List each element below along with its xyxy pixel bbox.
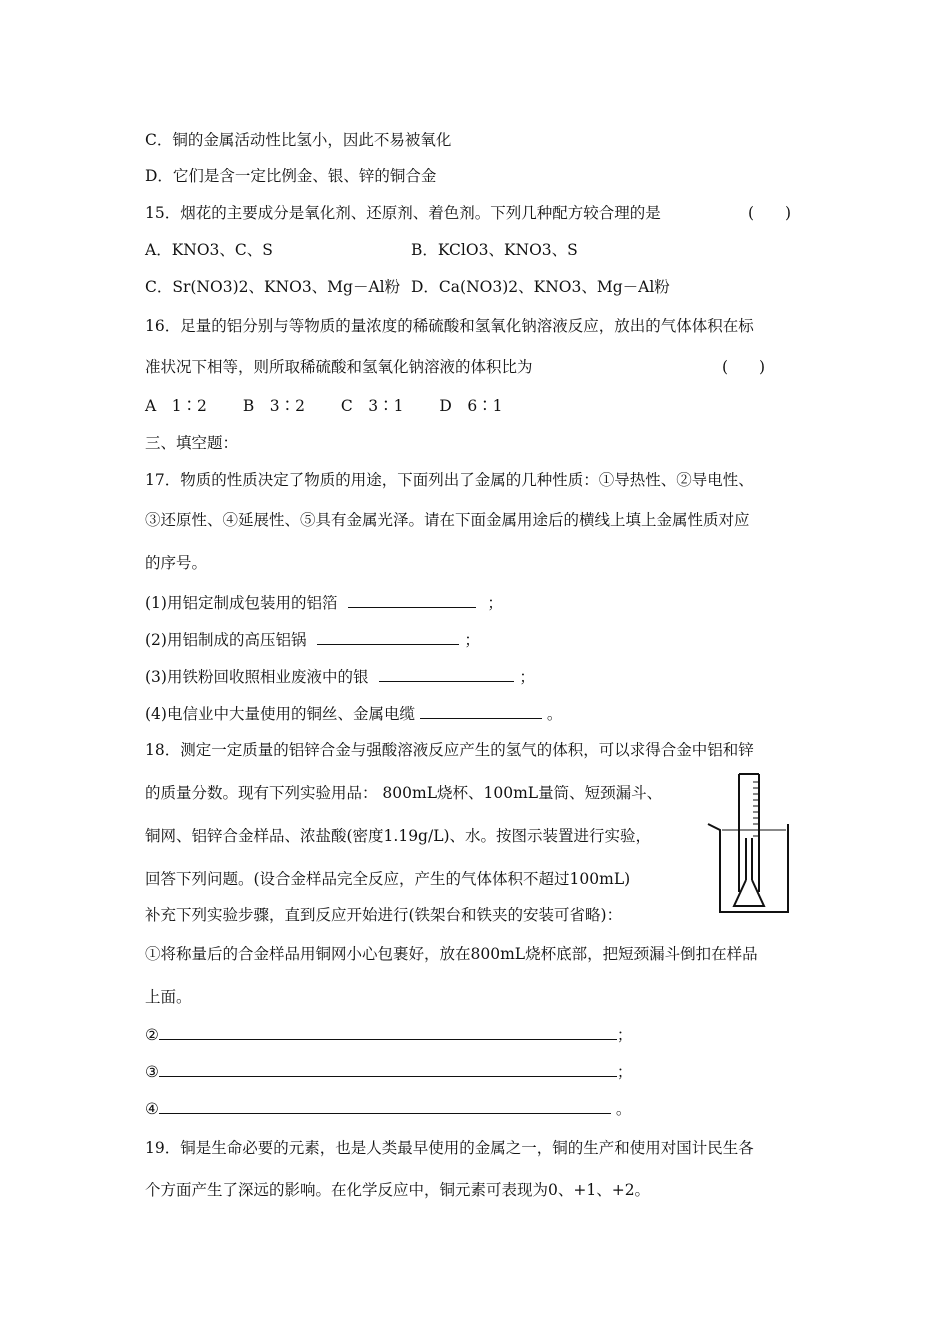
q19-line-1: 19．铜是生命必要的元素，也是人类最早使用的金属之一，铜的生产和使用对国计民生各 (145, 1139, 754, 1157)
q17-item-1: (1)用铝定制成包装用的铝箔 ； (145, 594, 503, 612)
q17-answer-blank-4[interactable] (420, 703, 542, 719)
q18-step-3: ③ ； (145, 1063, 633, 1081)
section-title: 三、填空题： (145, 434, 239, 452)
q18-answer-blank-2[interactable] (159, 1024, 617, 1040)
q18-step-4: ④ 。 (145, 1100, 632, 1118)
q17-item-4-text: (4)电信业中大量使用的铜丝、金属电缆 (145, 705, 415, 723)
q18-step-1a: ①将称量后的合金样品用铜网小心包裹好，放在800mL烧杯底部，把短颈漏斗倒扣在样品 (145, 945, 758, 963)
q18-line-4: 回答下列问题。(设合金样品完全反应，产生的气体体积不超过100mL) (145, 870, 631, 888)
q15-option-d: D．Ca(NO3)2、KNO3、Mg－Al粉 (411, 278, 670, 296)
q16-line-2: 准状况下相等，则所取稀硫酸和氢氧化钠溶液的体积比为 (145, 358, 533, 376)
q17-item-3: (3)用铁粉回收照相业废液中的银 ； (145, 668, 535, 686)
q18-line-5: 补充下列实验步骤，直到反应开始进行(铁架台和铁夹的安装可省略)： (145, 906, 623, 924)
q18-answer-blank-4[interactable] (159, 1098, 611, 1114)
q14-option-c: C．铜的金属活动性比氢小，因此不易被氧化 (145, 131, 452, 149)
q17-line-2: ③还原性、④延展性、⑤具有金属光泽。请在下面金属用途后的横线上填上金属性质对应 (145, 511, 750, 529)
q15-answer-paren: ( ) (748, 204, 792, 222)
q18-line-2: 的质量分数。现有下列实验用品： 800mL烧杯、100mL量筒、短颈漏斗、 (145, 784, 663, 802)
q17-answer-blank-3[interactable] (379, 666, 514, 682)
q17-answer-blank-1[interactable] (348, 592, 476, 608)
q15-stem: 15．烟花的主要成分是氧化剂、还原剂、着色剂。下列几种配方较合理的是 (145, 204, 661, 222)
q16-answer-paren: ( ) (722, 358, 766, 376)
q16-options: A 1∶2 B 3∶2 C 3∶1 D 6∶1 (145, 397, 503, 415)
q17-item-4: (4)电信业中大量使用的铜丝、金属电缆 。 (145, 705, 563, 723)
q18-step-1b: 上面。 (145, 988, 192, 1006)
q18-line-1: 18．测定一定质量的铝锌合金与强酸溶液反应产生的氢气的体积，可以求得合金中铝和锌 (145, 741, 754, 759)
q18-line-3: 铜网、铝锌合金样品、浓盐酸(密度1.19g/L)、水。按图示装置进行实验， (145, 827, 652, 845)
q17-item-2-text: (2)用铝制成的高压铝锅 (145, 631, 307, 649)
q15-option-a: A．KNO3、C、S (145, 241, 273, 259)
q17-item-3-text: (3)用铁粉回收照相业废液中的银 (145, 668, 369, 686)
q17-line-1: 17．物质的性质决定了物质的用途，下面列出了金属的几种性质：①导热性、②导电性、 (145, 471, 754, 489)
q16-line-1: 16．足量的铝分别与等物质的量浓度的稀硫酸和氢氧化钠溶液反应，放出的气体体积在标 (145, 317, 754, 335)
q18-answer-blank-3[interactable] (159, 1061, 617, 1077)
q18-step-2: ② ； (145, 1026, 633, 1044)
q15-option-b: B．KClO3、KNO3、S (411, 241, 578, 259)
q17-line-3: 的序号。 (145, 554, 208, 572)
beaker-apparatus-icon (704, 772, 804, 918)
q15-option-c: C．Sr(NO3)2、KNO3、Mg－Al粉 (145, 278, 401, 296)
q19-line-2: 个方面产生了深远的影响。在化学反应中，铜元素可表现为0、+1、+2。 (145, 1181, 651, 1199)
q17-item-1-text: (1)用铝定制成包装用的铝箔 (145, 594, 338, 612)
q17-item-2: (2)用铝制成的高压铝锅 ； (145, 631, 480, 649)
q17-answer-blank-2[interactable] (317, 629, 459, 645)
q14-option-d: D．它们是含一定比例金、银、锌的铜合金 (145, 167, 437, 185)
